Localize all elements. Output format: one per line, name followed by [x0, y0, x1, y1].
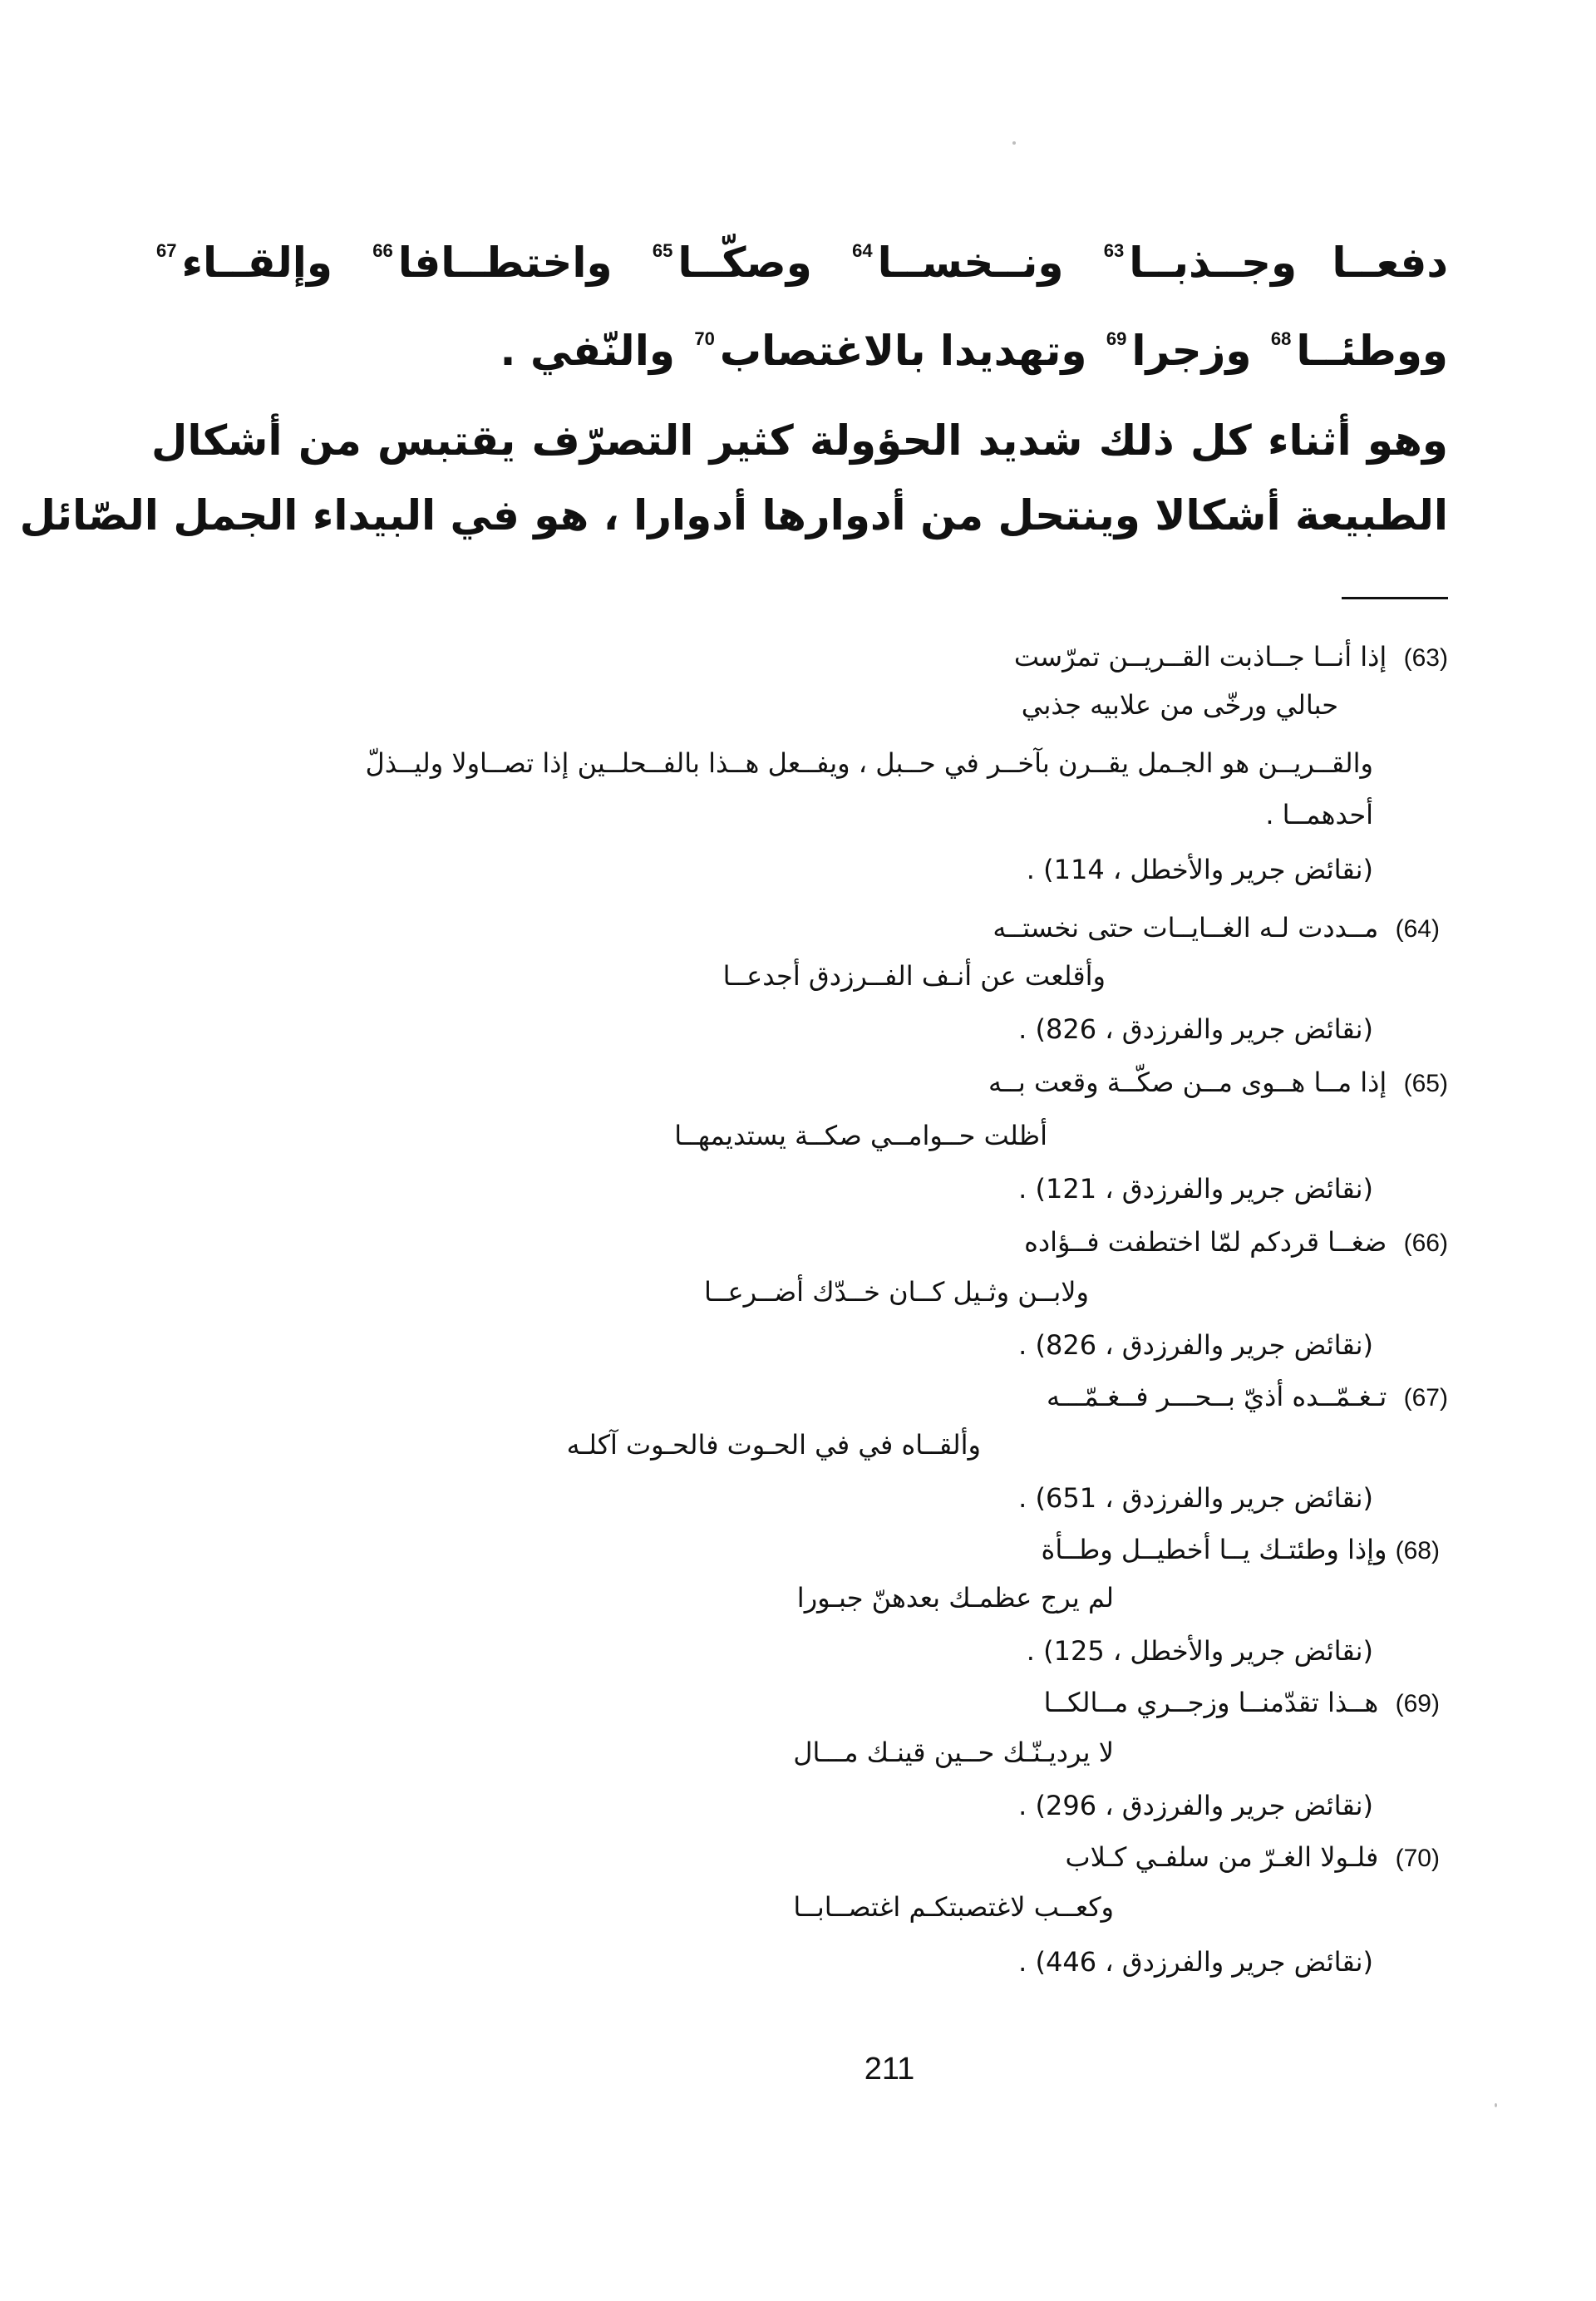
footnote-number: (65) [1403, 1070, 1448, 1097]
footnote-64-verse-2: وأقلعت عن أنـف الفــرزدق أجدعــا [722, 960, 1106, 992]
footnote-separator [1342, 597, 1448, 599]
scan-speck [1012, 141, 1016, 145]
footnote-63-source: (نقائض جرير والأخطل ، 114) . [1026, 854, 1373, 885]
footnote-68-verse-2: لم يرج عظمـك بعدهنّ جبـورا [796, 1582, 1114, 1614]
footnote-ref: 63 [1103, 240, 1125, 261]
body-line-3: وهو أثناء كل ذلك شديد الحؤولة كثير التصرّف يقتبس من أشكال [151, 416, 1448, 465]
footnote-67-verse-1: (67) تـغـمّــده أذيّ بــحـــر فــغـمّـــه [1046, 1381, 1448, 1412]
footnote-ref: 64 [852, 240, 873, 261]
footnote-ref: 68 [1270, 328, 1292, 349]
footnote-ref: 65 [652, 240, 673, 261]
footnote-number: (63) [1403, 644, 1448, 672]
footnote-number: (70) [1395, 1845, 1440, 1872]
footnote-number: (69) [1395, 1690, 1440, 1717]
footnote-65-verse-2: أظلت حــوامــي صكــة يستديمهــا [674, 1120, 1047, 1151]
footnote-63-verse-2: حبالي ورخّى من علابيه جذبي [1021, 689, 1338, 721]
page-number: 211 [864, 2052, 915, 2087]
footnote-69-verse-2: لا يرديـنّـك حــين قينـك مـــال [793, 1737, 1114, 1768]
body-line-1: دفعــا وجــذبــا$^{63}$ ونــخســا$^{64}$ وصكّــا$^{65}$ واختطــافا$^{66}$ وإلقــاء$^{67}$ [156, 239, 1448, 287]
footnote-64-verse-1: (64) مــددت لـه الغــايــات حتى نخستــه [993, 912, 1440, 944]
footnote-70-source: (نقائض جرير والفرزدق ، 446) . [1018, 1946, 1373, 1978]
footnote-64-source: (نقائض جرير والفرزدق ، 826) . [1018, 1013, 1373, 1045]
scan-speck [1495, 2103, 1497, 2107]
footnote-ref: 66 [372, 240, 393, 261]
footnote-number: (67) [1403, 1384, 1448, 1412]
footnote-66-verse-1: (66) ضغــا قردكم لمّا اختطفت فــؤاده [1024, 1226, 1448, 1258]
footnote-67-source: (نقائض جرير والفرزدق ، 651) . [1018, 1482, 1373, 1514]
footnote-69-source: (نقائض جرير والفرزدق ، 296) . [1018, 1790, 1373, 1821]
footnote-65-source: (نقائض جرير والفرزدق ، 121) . [1018, 1173, 1373, 1205]
footnote-number: (64) [1395, 915, 1440, 943]
footnote-67-verse-2: وألقــاه في في الحـوت فالحـوت آكلـه [566, 1429, 981, 1461]
footnote-66-verse-2: ولابــن وثـيل كــان خــدّك أضــرعــا [703, 1276, 1089, 1308]
footnote-number: (68) [1395, 1537, 1440, 1564]
footnote-68-source: (نقائض جرير والأخطل ، 125) . [1026, 1635, 1373, 1667]
footnote-69-verse-1: (69) هــذا تقدّمنــا وزجــري مــالكــا [1043, 1687, 1440, 1718]
footnote-ref: 67 [156, 240, 177, 261]
footnote-number: (66) [1403, 1229, 1448, 1257]
footnote-63-note-1: والقــريــن هو الجـمل يقــرن بآخــر في حــبل ، ويفــعل هــذا بالفــحلــين إذا تصــاولا وليــذلّ [365, 747, 1373, 779]
footnote-63-verse-1: (63) إذا أنــا جــاذبت القــريــن تمرّست [1013, 641, 1448, 673]
footnote-ref: 69 [1106, 328, 1127, 349]
footnote-70-verse-2: وكعــب لاغتصبتكـم اغتصــابــا [793, 1891, 1114, 1923]
footnote-66-source: (نقائض جرير والفرزدق ، 826) . [1018, 1329, 1373, 1361]
body-line-4: الطبيعة أشكالا وينتحل من أدوارها أدوارا ، هو في البيداء الجمل الصّائل [19, 491, 1448, 540]
footnote-65-verse-1: (65) إذا مــا هــوى مــن صكّــة وقعت بــه [988, 1067, 1448, 1098]
footnote-63-note-2: أحدهمــا . [1265, 799, 1373, 830]
footnote-68-verse-1: (68) وإذا وطئتـك يــا أخطيــل وطــأة [1041, 1534, 1440, 1565]
footnote-ref: 70 [694, 328, 715, 349]
footnote-70-verse-1: (70) فلـولا الغـرّ من سلفـي كـلاب [1065, 1841, 1440, 1873]
body-line-2: ووطئــا$^{68}$ وزجرا$^{69}$ وتهديدا بالاغتصاب$^{70}$ والنّفي . [500, 327, 1448, 375]
